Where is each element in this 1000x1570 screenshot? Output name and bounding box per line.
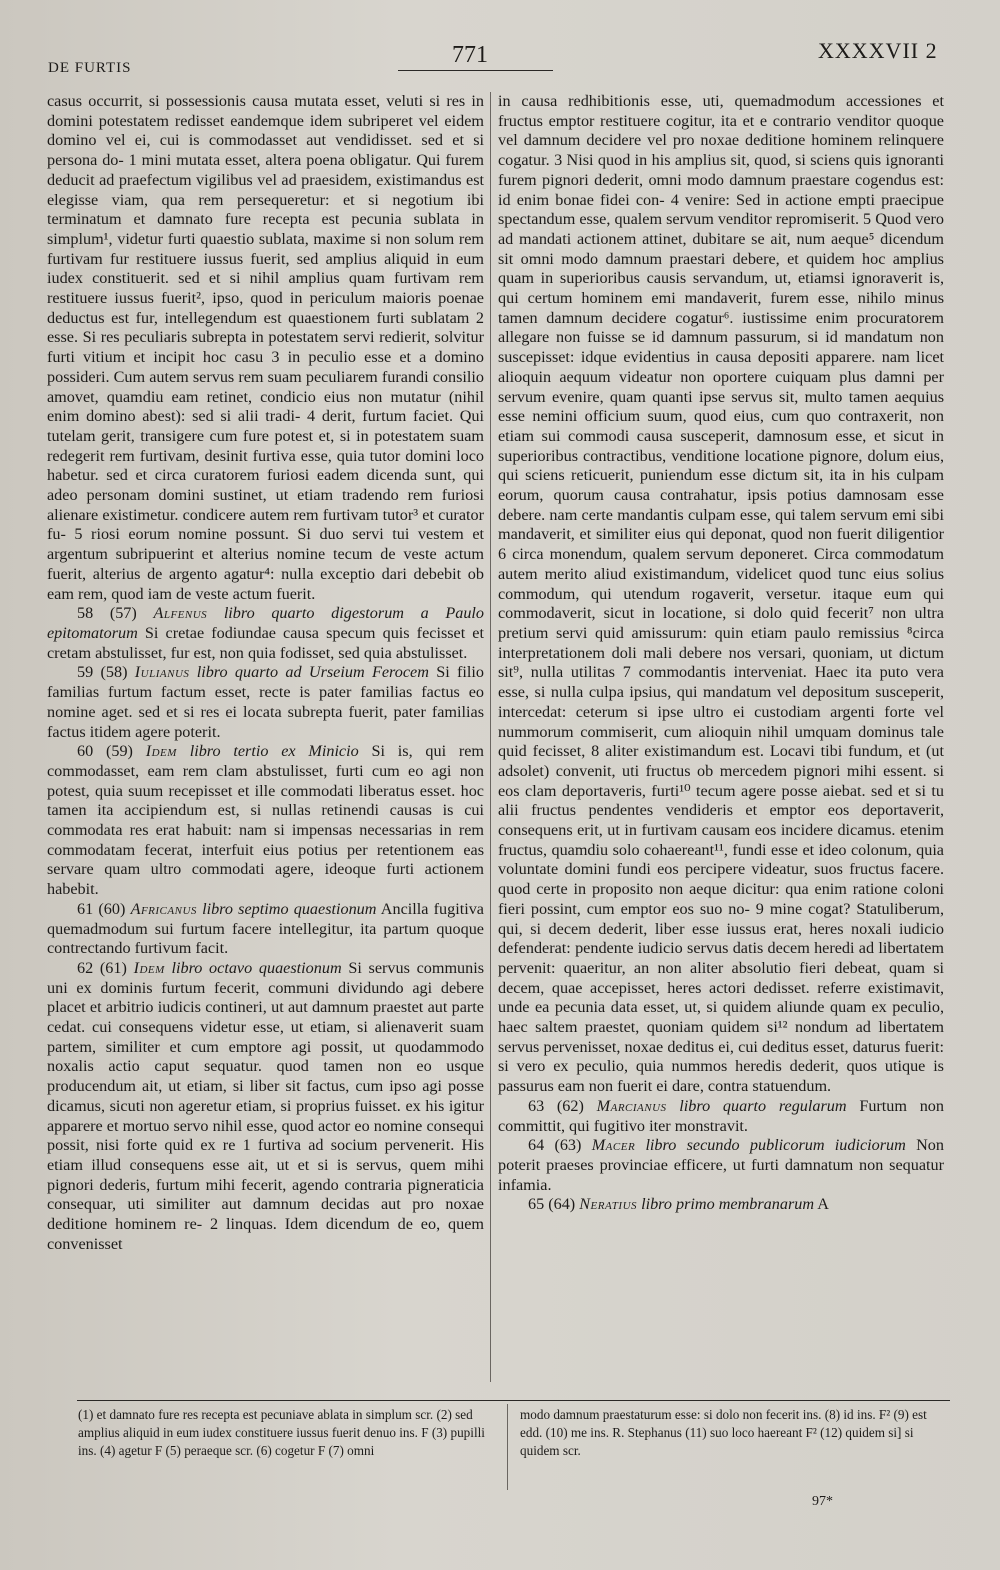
left-column	[47, 92, 484, 1392]
fragment-63	[498, 1097, 944, 1136]
header-rule	[398, 70, 553, 71]
fragment-61	[47, 900, 484, 959]
paragraph: casus occurrit, si possessionis causa mutata esset, veluti si res in domini potestatem redisset eandemque idem subriperet vel eidem domino vel ei, cui is commodasset aut vendidisset. sed et si persona do- 1 mini mutata esset, altera poena obligatur. Qui furem deducit ad praefectum vigilibus vel ad praesidem, existimandus est elegisse viam, qua rem persequeretur: et si negotium ibi terminatum et damnato fure recepta est pecunia sublata in simplum¹, videtur furti quaestio sublata, maxime si non solum rem furtivam fur restituere iussus fuerit, sed amplius aliquid in eum iudex constituerit. sed et si nihil amplius quam furtivam rem restituere iussus fuerit², ipso, quod in periculum maioris poenae deductus est fur, intellegendum est quaestionem furti sublatam 2 esse. Si res peculiaris subrepta in potestatem servi redierit, solvitur furti vitium et incipit hoc casu 3 in peculio esse et a domino possideri. Cum autem servus rem suam peculiarem furandi consilio amovet, quamdiu eam retinet, condicio eius non mutatur (nihil enim domino abest): sed si alii tradi- 4 derit, furtum faciet. Qui tutelam gerit, transigere cum fure potest et, si in potestatem suam redegerit rem furtivam, desinit furtiva esse, quia tutor domini loco habetur. sed et circa curatorem furiosi eadem dicenda sunt, qui adeo personam domini sustinet, ut etiam tradendo rem furiosi alienare existimetur. condicere autem rem furtivam tutor³ et curator fu- 5 riosi eorum nomine possunt. Si duo servi tui vestem et argentum subripuerint et alterius nomine tecum de veste actum fuerit, alterius de argento agatur⁴: nulla exceptio dari debebit ob eam rem, quod iam de veste actum fuerit.	[47, 92, 484, 603]
footnote-rule	[77, 1400, 950, 1401]
fragment-64	[498, 1136, 944, 1195]
fragment-number: 61 (60)	[77, 899, 126, 918]
fragment-text: Si cretae fodiundae causa specum quis fecisset et cretam abstulisset, fur est, non quia fodisset, sed quia abstulisset.	[47, 623, 484, 662]
right-column	[498, 92, 944, 1392]
fragment-number: 59 (58)	[77, 663, 128, 682]
fragment-62	[47, 959, 484, 1255]
jurist-name: Alfenus	[153, 604, 208, 623]
footnote-divider	[507, 1404, 508, 1490]
jurist-name: Iulianus	[134, 663, 190, 682]
paragraph: in causa redhibitionis esse, uti, quemadmodum accessiones et fructus emptor restituere cogitur, ita et e contrario venditor quoque vel damnum decidere vel pro noxae deditione hominem relinquere cogatur. 3 Nisi quod in his amplius sit, quod, si sciens quis ignoranti furem pignori dederit, omni modo damnum praestare cogendus est: id enim bonae fidei con- 4 venire: Sed in actione empti praecipue spectandum esse, qualem servum venditor repromiserit. 5 Quod vero ad mandati actionem attinet, dubitare se ait, num aeque⁵ dicendum sit omni modo damnum praestari debere, et quidem hoc amplius quam in superioribus causis servandum, ut, etiamsi ignoraverit is, qui certum hominem emi mandaverit, furem esse, nihilo minus tamen damnum decidere cogatur⁶. iustissime enim procuratorem allegare non fuisse se id damnum passurum, si id mandatum non suscepisset: idque evidentius in causa depositi apparere. nam licet alioquin aequum videatur non oportere cuiquam plus damni per servum evenire, quam quanti ipse servus sit, multo tamen aequius esse nemini officium suum, quod eius, cum quo contraxerit, non etiam sui commodi causa susceperit, damnosum esse, et sicut in superioribus contractibus, venditione locatione pignore, dolum eius, qui sciens reticuerit, puniendum esse dictum sit, ita in his culpam eorum, quorum causa contrahatur, ipsis potius damnosam esse debere. nam certe mandantis culpam esse, qui talem servum emi sibi mandaverit, et similiter eius qui deponat, quod non fuerit diligentior 6 circa monendum, qualem servum deponeret. Circa commodatum autem merito aliud existimandum, videlicet quod tunc eius solius commodum, qui utendum rogaverit, versetur. itaque eum qui commodaverit, sicut in locatione, si dolo quid fecerit⁷ non ultra pretium servi quid amissurum: quin etiam paulo remissius ⁸circa interpretationem doli mali debere nos versari, quoniam, ut dictum sit⁹, nulla utilitas 7 commodantis interveniat. Haec ita puto vera esse, si nulla culpa ipsius, qui mandatum vel depositum susceperit, intercedat: ceterum si ipse ultro ei custodiam argenti forte vel nummorum commiserit, cum alioquin nihil umquam dominus tale quid fecisset, 8 aliter existimandum est. Locavi tibi fundum, et (ut adsolet) convenit, uti fructus ob mercedem pignori mihi essent. si eos clam deportaveris, furti¹⁰ tecum agere posse aiebat. sed et si tu alii fructus pendentes vendideris et emptor eos deportaverit, consequens erit, ut in furtivam causam eos incidere dicamus. etenim fructus, quamdiu solo cohaereant¹¹, fundi esse et ideo colonum, quia voluntate domini fundi eos percipere videatur, suos fructus facere. quod certe in proposito non aeque dicitur: qua enim ratione coloni fieri possint, cum emptor eos suo no- 9 mine cogat? Statuliberum, qui, si decem dederit, liber esse iussus erat, heres noxali iudicio defenderat: pendente iudicio servus datis decem heredi ad libertatem pervenit: quaeritur, an non aliter absolutio fieri debeat, quam si decem, quae accepisset, heres actori dedisset. referre existimavit, unde ea pecunia data esset, ut, si quidem aliunde quam ex peculio, haec saltem praestet, quoniam quidem si¹² nondum ad libertatem servus pervenisset, noxae deditus ei, cui deditus esset, daturus fuerit: si vero ex peculio, quia nummos heredis dederit, quos utique is passurus eam non fuerit ei dare, contra statuendum.	[498, 92, 944, 1096]
footnotes-left: (1) et damnato fure res recepta est pecuniave ablata in simplum scr. (2) sed amplius aliquid in eum iudex constituere iussus fuerit denuo ins. F (3) pupilli ins. (4) agetur F (5) peraeque scr. (6) cogetur F (7) omni	[78, 1407, 485, 1458]
fragment-58	[47, 604, 484, 663]
fragment-number: 63 (62)	[528, 1096, 584, 1115]
fragment-number: 62 (61)	[77, 958, 127, 977]
work-title: libro octavo quaestionum	[171, 958, 342, 977]
jurist-name: Macer	[591, 1136, 636, 1155]
page-number: 771	[452, 42, 488, 68]
work-title: libro secundo publicorum iudiciorum	[645, 1136, 906, 1155]
fragment-number: 65 (64)	[528, 1195, 576, 1214]
footnotes-right: modo damnum praestaturum esse: si dolo non fecerit ins. (8) id ins. F² (9) est edd. (10) me ins. R. Stephanus (11) suo loco haereant F² (12) quidem si] si quidem scr.	[520, 1407, 927, 1458]
work-title: libro quarto digestorum a Paulo epitomatorum	[47, 604, 485, 642]
work-title: libro quarto regularum	[679, 1096, 847, 1115]
work-title: libro primo membranarum	[641, 1195, 815, 1214]
jurist-name: Idem	[145, 742, 177, 761]
fragment-text: A	[817, 1195, 829, 1214]
jurist-name: Idem	[133, 958, 165, 977]
work-title: libro septimo quaestionum	[202, 899, 377, 918]
jurist-name: Marcianus	[596, 1096, 667, 1115]
fragment-text: Si servus communis uni ex dominis furtum fecerit, communi dividundo agi debere placet et arbitrio iudicis contineri, ut aut damnum praestet aut parte cedat. cui consequens videtur esse, ut etiam, si alienaverit suam partem, similiter et cum emptore agi possit, ut quodammodo noxalis actio caput sequatur. quod tamen non eo usque producendum ait, ut etiam, si liber sit factus, cum ipso agi posse dicamus, sicuti non ageretur etiam, si proprius fuisset. ex his igitur apparere et mortuo servo nihil esse, quod actor eo nomine consequi possit, nisi forte quid ex re 1 furtiva ad socium pervenerit. His etiam illud consequens esse ait, ut et si is servus, quem mihi pignori dederis, furtum mihi fecerit, agendo contraria pigneraticia consequar, uti similiter aut damnum decidas aut pro noxae deditione hominem re- 2 linquas. Idem dicendum de eo, quem convenisset	[47, 958, 485, 1253]
fragment-text: Si is, qui rem commodasset, eam rem clam abstulisset, furti cum eo agi non potest, quia suum recepisset et ille commodati liberatus esset. hoc tamen ita accipiendum est, si nullas retinendi causas is cui commodata res erat habuit: nam si impensas necessarias in rem commodatam fecerat, interfuit eius potius per retentionem eas servare quam ultro commodati agere, ideoque furti actionem habebit.	[47, 742, 485, 899]
work-title: libro tertio ex Minicio	[189, 742, 359, 761]
fragment-number: 64 (63)	[528, 1136, 582, 1155]
fragment-number: 60 (59)	[77, 742, 133, 761]
jurist-name: Africanus	[130, 899, 197, 918]
fragment-59	[47, 663, 484, 742]
work-title: libro quarto ad Urseium Ferocem	[196, 663, 429, 682]
fragment-text: Ancilla fugitiva quemadmodum sui furtum facere intellegitur, ita partum quoque contrectando furtivum facit.	[47, 899, 484, 958]
running-title: DE FURTIS	[48, 60, 132, 76]
fragment-text: Si filio familias furtum factum esset, recte is pater familias factus eo nomine aget. sed et si res ei locata subrepta fuerit, pater familias factus itidem agere poterit.	[47, 663, 484, 741]
jurist-name: Neratius	[579, 1195, 638, 1214]
fragment-number: 58 (57)	[77, 604, 137, 623]
section-reference: XXXXVII 2	[818, 38, 938, 63]
column-divider	[490, 92, 491, 1382]
signature-mark: 97*	[812, 1494, 833, 1509]
fragment-65	[498, 1195, 944, 1215]
fragment-60	[47, 742, 484, 900]
fragment-text: Furtum non committit, qui fugitivo iter monstravit.	[498, 1096, 944, 1135]
fragment-text: Non poterit praeses provinciae efficere, ut furti damnatum non sequatur infamia.	[498, 1136, 944, 1194]
